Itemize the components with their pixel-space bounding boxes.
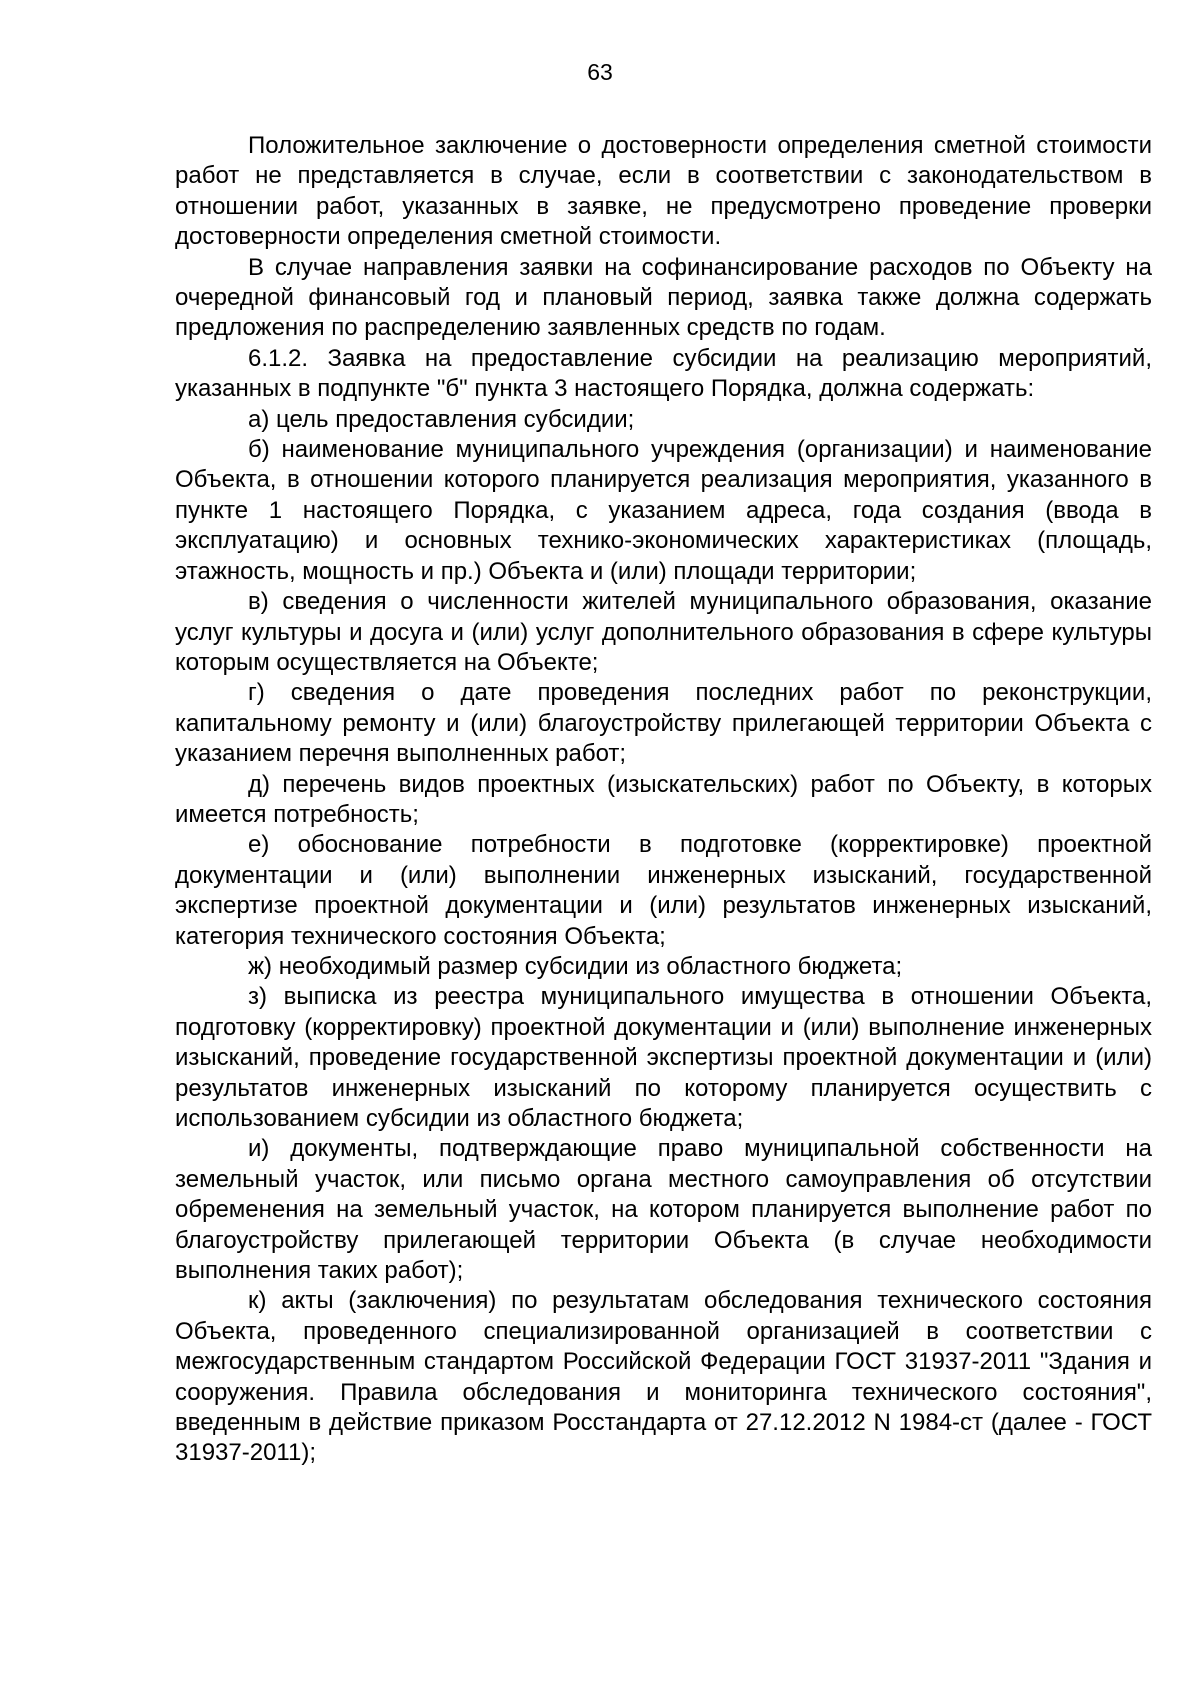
list-item-e: е) обоснование потребности в подготовке (корректировке) проектной документации и (или) выполнении инженерных изысканий, государственной экспертизе проектной документации и (или) результатов инженерных изысканий, категория технического состояния Объекта; [175, 831, 1152, 950]
paragraph-positive-conclusion: Положительное заключение о достоверности определения сметной стоимости работ не представляется в случае, если в соответствии с законодательством в отношении работ, указанных в заявке, не предусмотрено проведение проверки достоверности определения сметной стоимости. [175, 132, 1152, 251]
page-number: 63 [587, 59, 613, 85]
list-item-d: д) перечень видов проектных (изыскательских) работ по Объекту, в которых имеется потребность; [175, 770, 1152, 828]
paragraph-section-6-1-2: 6.1.2. Заявка на предоставление субсидии на реализацию мероприятий, указанных в подпункте "б" пункта 3 настоящего Порядка, должна содержать: [175, 344, 1152, 403]
paragraph-cofinancing-request: В случае направления заявки на софинансирование расходов по Объекту на очередной финансовый год и плановый период, заявка также должна содержать предложения по распределению заявленных средств по годам. [175, 253, 1152, 342]
list-item-b: б) наименование муниципального учреждения (организации) и наименование Объекта, в отношении которого планируется реализация мероприятия, указанного в пункте 1 настоящего Порядка, с указанием адреса, года создания (ввода в эксплуатацию) и основных технико-экономических характеристиках (площадь, этажность, мощность и пр.) Объекта и (или) площади территории; [175, 436, 1152, 585]
list-item-g: г) сведения о дате проведения последних работ по реконструкции, капитальному ремонту и (или) благоустройству прилегающей территории Объекта с указанием перечня выполненных работ; [175, 679, 1152, 768]
list-item-k: к) акты (заключения) по результатам обследования технического состояния Объекта, проведенного специализированной организацией в соответствии с межгосударственным стандартом Российской Федерации ГОСТ 31937-2011 "Здания и сооружения. Правила обследования и мониторинга технического состояния", введенным в действие приказом Росстандарта от 27.12.2012 N 1984-ст (далее - ГОСТ 31937-2011); [175, 1287, 1152, 1467]
list-item-i: и) документы, подтверждающие право муниципальной собственности на земельный участок, или письмо органа местного самоуправления об отсутствии обременения на земельный участок, на котором планируется выполнение работ по благоустройству прилегающей территории Объекта (в случае необходимости выполнения таких работ); [175, 1135, 1152, 1285]
list-item-z: з) выписка из реестра муниципального имущества в отношении Объекта, подготовку (корректировку) проектной документации и (или) выполнение инженерных изысканий, проведение государственной экспертизы проектной документации и (или) результатов инженерных изысканий по которому планируется осуществить с использованием субсидии из областного бюджета; [175, 983, 1152, 1132]
document-body [175, 131, 1152, 1469]
list-item-a: а) цель предоставления субсидии; [248, 405, 635, 433]
list-item-v: в) сведения о численности жителей муниципального образования, оказание услуг культуры и досуга и (или) услуг дополнительного образования в сфере культуры которым осуществляется на Объекте; [175, 588, 1152, 676]
list-item-zh: ж) необходимый размер субсидии из областного бюджета; [248, 952, 903, 980]
